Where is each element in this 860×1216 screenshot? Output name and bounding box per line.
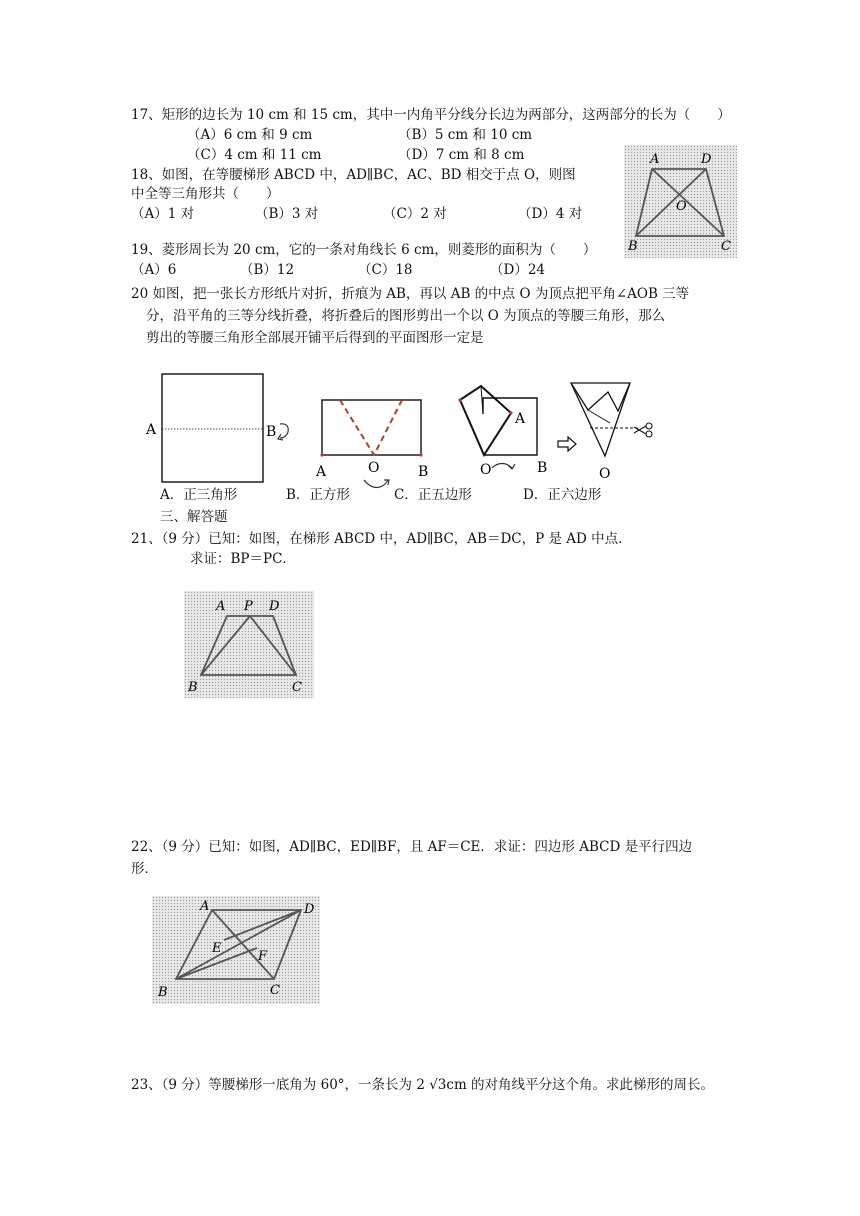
q20-stem-line2: 分，沿平角的三等分线折叠，将折叠后的图形剪出一个以 O 为顶点的等腰三角形，那么 bbox=[146, 308, 666, 324]
q20-panel3-label-b: B bbox=[537, 460, 548, 476]
q20-figure bbox=[140, 368, 680, 494]
q22-label-d: D bbox=[304, 902, 315, 917]
q17-stem: 17、矩形的边长为 10 cm 和 15 cm，其中一内角平分线分长边为两部分，这两部分的长为（ ） bbox=[131, 107, 731, 123]
q18-figure bbox=[624, 145, 737, 258]
q18-stem-line1: 18、如图，在等腰梯形 ABCD 中，AD∥BC，AC、BD 相交于点 O，则图 bbox=[131, 167, 576, 183]
q19-option-a: （A）6 bbox=[131, 262, 177, 278]
q20-option-d: D．正六边形 bbox=[523, 487, 602, 503]
q20-panel3-label-a: A bbox=[515, 411, 526, 427]
q20-option-c: C．正五边形 bbox=[394, 487, 472, 503]
q22-label-b: B bbox=[158, 985, 168, 1000]
q18-label-a: A bbox=[650, 152, 660, 167]
q21-label-a: A bbox=[216, 599, 226, 614]
scissors-icon bbox=[634, 423, 652, 437]
q22-stem-line1: 22、（9 分）已知：如图，AD∥BC，ED∥BF，且 AF＝CE．求证：四边形 ABCD 是平行四边 bbox=[131, 839, 693, 855]
q17-option-a: （A）6 cm 和 9 cm bbox=[187, 127, 313, 143]
q19-option-d: （D）24 bbox=[490, 262, 546, 278]
q21-label-c: C bbox=[292, 680, 302, 695]
q20-panel1-label-a: A bbox=[146, 422, 157, 438]
fold-arrow-icon bbox=[280, 424, 288, 438]
q20-panel1-label-b: B bbox=[266, 424, 277, 440]
q20-panel2-label-o: O bbox=[368, 460, 380, 476]
fold-arrow-icon bbox=[364, 480, 388, 488]
q20-stem-line1: 20 如图，把一张长方形纸片对折，折痕为 AB，再以 AB 的中点 O 为顶点把平角∠AOB 三等 bbox=[131, 286, 690, 302]
q20-option-b: B．正方形 bbox=[286, 487, 350, 503]
q18-option-d: （D）4 对 bbox=[518, 206, 583, 222]
q22-stem-line2: 形． bbox=[131, 861, 158, 877]
q17-option-d: （D）7 cm 和 8 cm bbox=[398, 147, 525, 163]
q18-label-b: B bbox=[628, 239, 638, 254]
q19-option-b: （B）12 bbox=[240, 262, 295, 278]
q21-label-p: P bbox=[244, 599, 253, 614]
section-heading: 三、解答题 bbox=[160, 509, 228, 525]
q20-option-a: A．正三角形 bbox=[160, 487, 238, 503]
q21-figure bbox=[184, 591, 314, 698]
q20-panel2-label-b: B bbox=[418, 464, 429, 480]
q18-stem-line2: 中全等三角形共（ ） bbox=[131, 186, 280, 202]
q21-label-b: B bbox=[188, 680, 198, 695]
q19-stem: 19、菱形周长为 20 cm，它的一条对角线长 6 cm，则菱形的面积为（ ） bbox=[131, 242, 597, 258]
q20-panel4-label-o: O bbox=[599, 466, 611, 482]
q20-stem-line3: 剪出的等腰三角形全部展开铺平后得到的平面图形一定是 bbox=[146, 330, 484, 346]
q22-label-e: E bbox=[212, 941, 222, 956]
q18-label-d: D bbox=[701, 152, 712, 167]
q18-label-c: C bbox=[721, 239, 731, 254]
q21-stem-line1: 21、（9 分）已知：如图，在梯形 ABCD 中，AD∥BC，AB＝DC，P 是 AD 中点． bbox=[131, 531, 632, 547]
q23-stem: 23、（9 分）等腰梯形一底角为 60°，一条长为 2 √3cm 的对角线平分这个角。求此梯形的周长。 bbox=[131, 1077, 715, 1093]
q18-option-b: （B）3 对 bbox=[255, 206, 319, 222]
q22-figure bbox=[152, 896, 320, 1004]
right-arrow-icon bbox=[558, 437, 576, 451]
q19-option-c: （C）18 bbox=[358, 262, 413, 278]
q20-panel3-label-o: O bbox=[480, 462, 492, 478]
q17-option-c: （C）4 cm 和 11 cm bbox=[187, 147, 322, 163]
q18-option-c: （C）2 对 bbox=[383, 206, 447, 222]
q21-stem-line2: 求证：BP＝PC． bbox=[190, 551, 296, 567]
q22-label-f: F bbox=[258, 949, 268, 964]
q22-label-a: A bbox=[200, 899, 210, 914]
q18-option-a: （A）1 对 bbox=[131, 206, 195, 222]
q17-option-b: （B）5 cm 和 10 cm bbox=[398, 127, 533, 143]
q18-label-o: O bbox=[676, 199, 687, 214]
q21-label-d: D bbox=[269, 599, 280, 614]
q22-label-c: C bbox=[270, 983, 280, 998]
q20-panel2-label-a: A bbox=[316, 464, 327, 480]
